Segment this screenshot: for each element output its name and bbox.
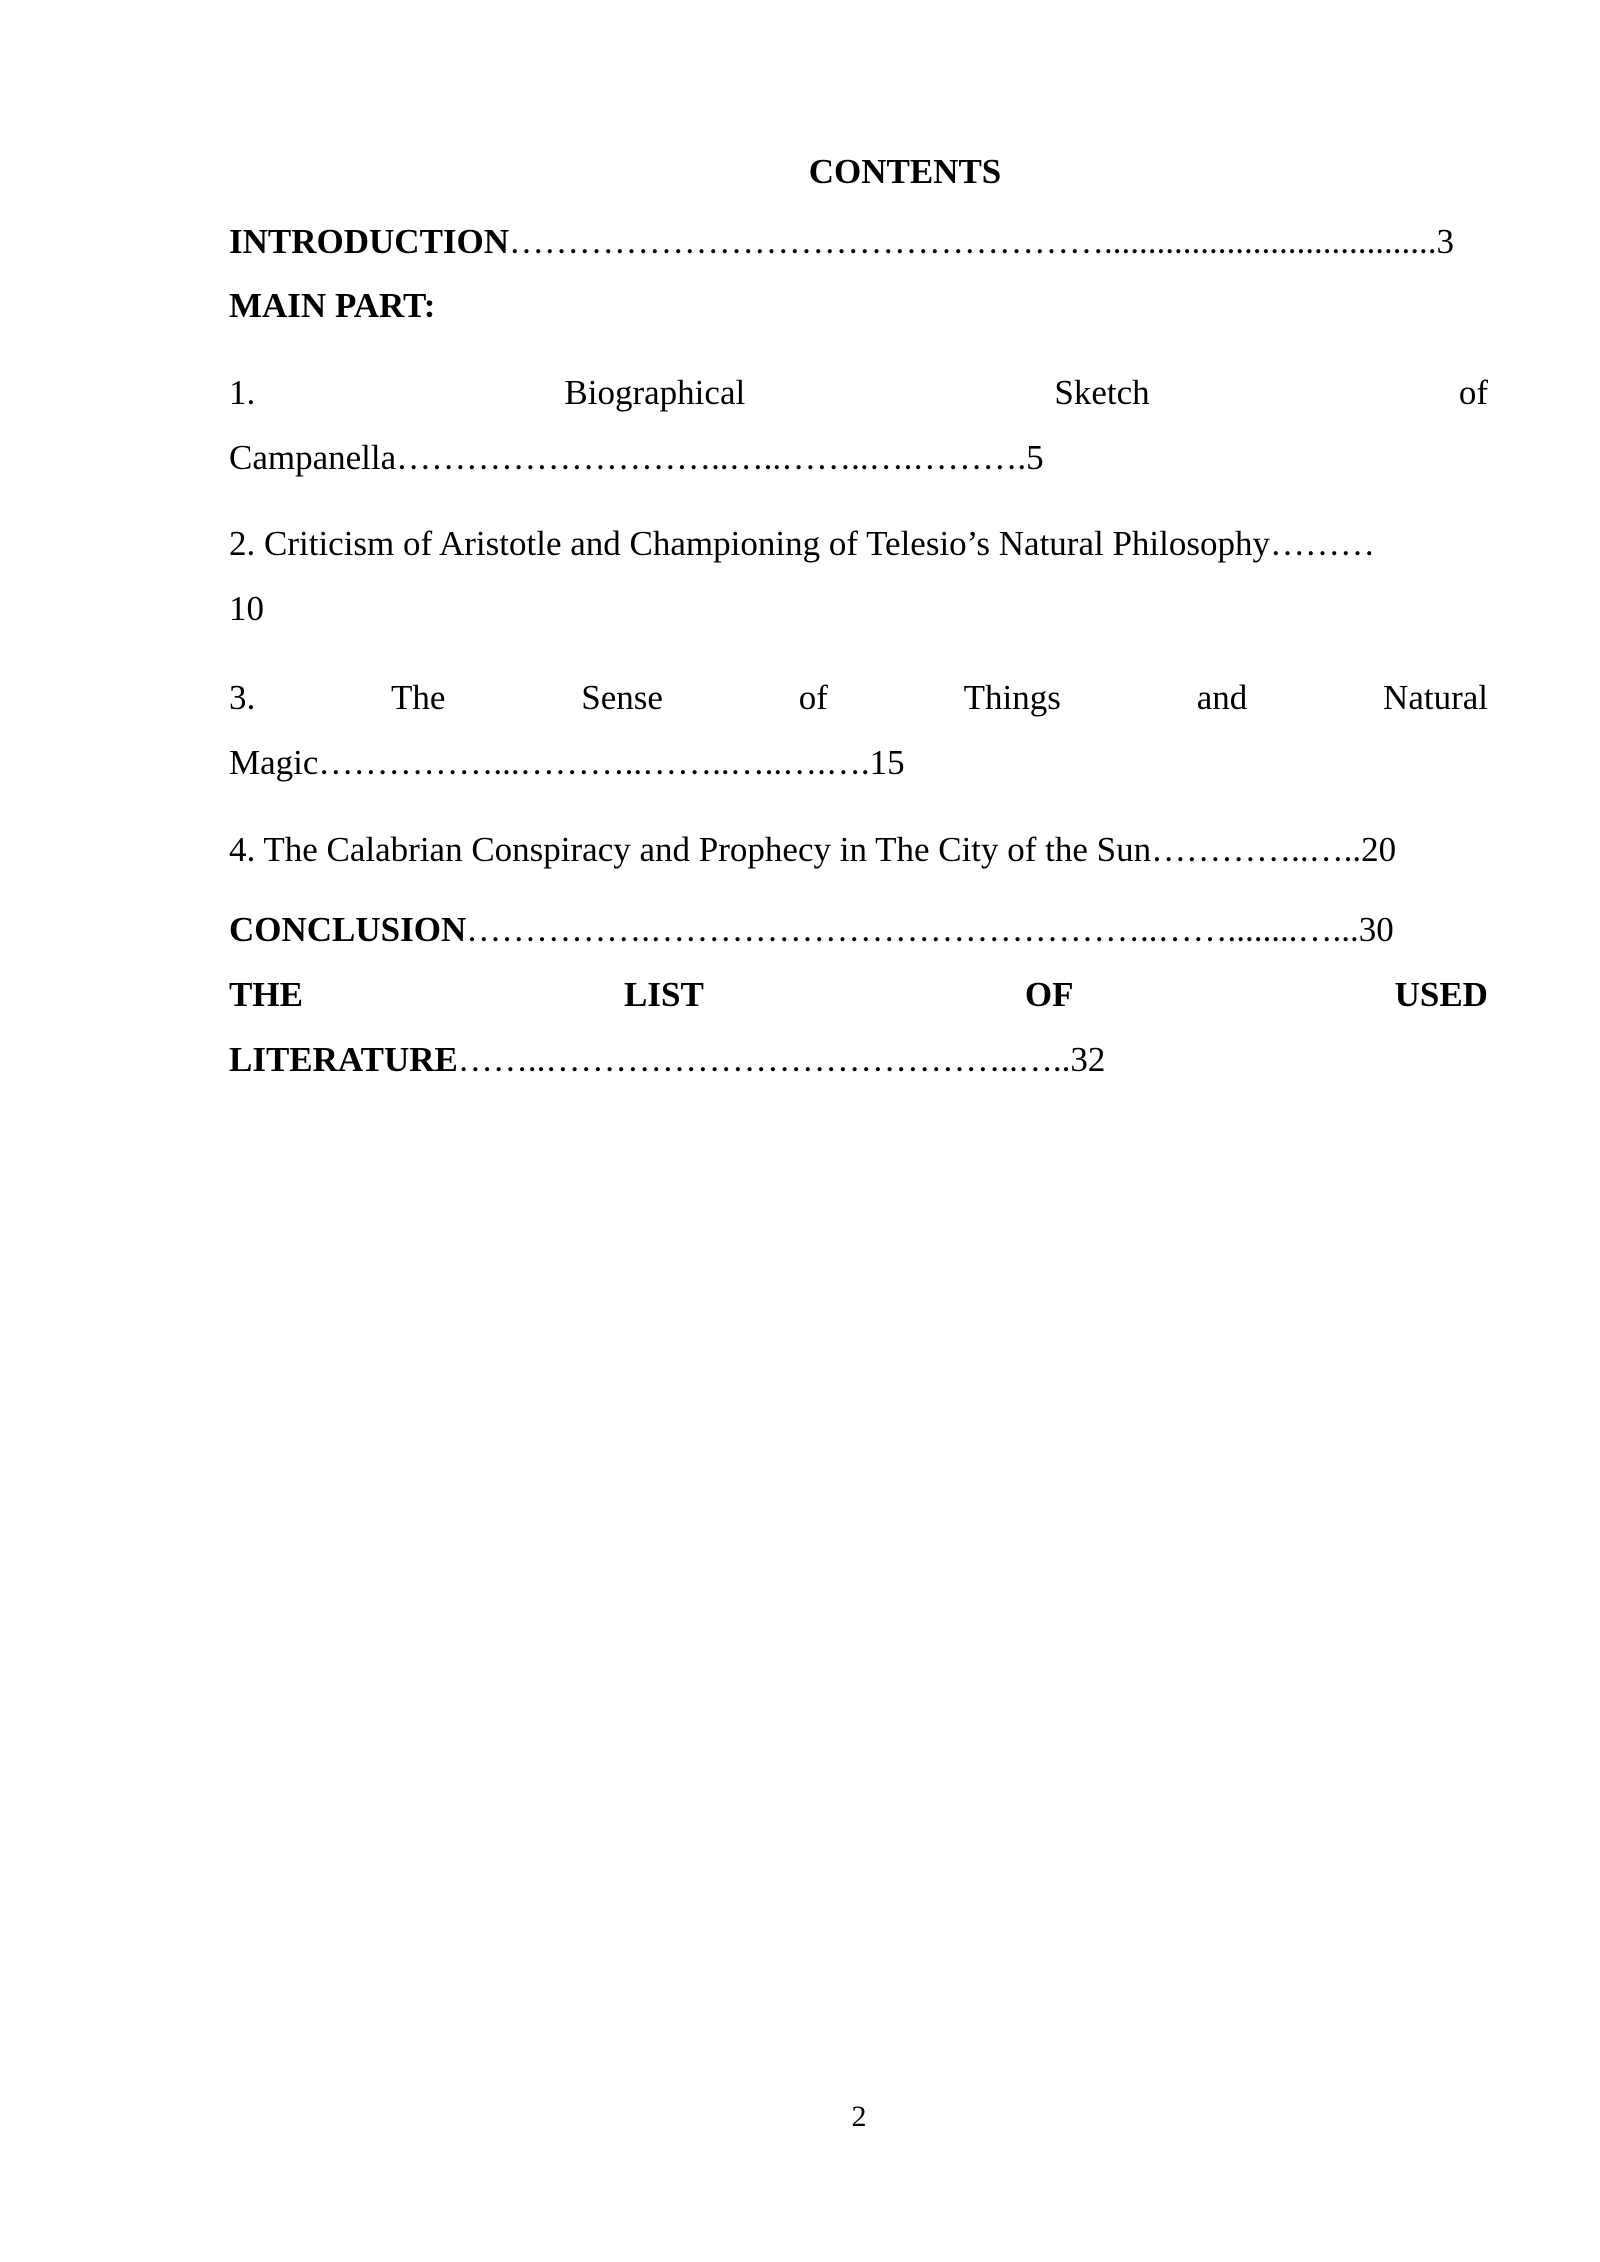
toc-word: Biographical [564, 373, 746, 412]
toc-word: The [391, 678, 446, 717]
toc-entry-introduction [229, 220, 1488, 264]
contents-title: CONTENTS [808, 152, 1002, 191]
toc-heading-main-part: MAIN PART: [229, 286, 436, 325]
page-number: 2 [851, 2100, 867, 2133]
toc-entry-literature-line-1 [229, 973, 1488, 1017]
toc-entry-conclusion [229, 908, 1488, 952]
toc-page-number: 3 [1436, 222, 1455, 261]
toc-entry-1-line-2: Campanella………………………..…..……..….……….5 [229, 438, 1044, 477]
toc-leader-dots: …………….……………………………………..……........…... [466, 910, 1359, 949]
toc-leader-dots: ……………………………………………...................................... [509, 222, 1437, 261]
toc-entry-literature-line-2 [229, 1038, 1488, 1082]
toc-word: Things [963, 678, 1061, 717]
toc-word: and [1196, 678, 1248, 717]
toc-label: LITERATURE [229, 1040, 458, 1079]
toc-entry-1-line-1 [229, 371, 1488, 415]
toc-page-number: 30 [1358, 910, 1394, 949]
toc-page-number: 32 [1070, 1040, 1106, 1079]
toc-word: of [1458, 373, 1488, 412]
toc-entry-3-line-2: Magic……………...………..……..…..….….15 [229, 743, 905, 782]
toc-entry-3-line-1 [229, 676, 1488, 720]
toc-label: INTRODUCTION [229, 222, 510, 261]
toc-entry-2-line-2: 10 [229, 589, 264, 628]
toc-word: 3. [229, 678, 256, 717]
toc-word: of [798, 678, 828, 717]
toc-word: USED [1394, 975, 1488, 1014]
toc-label: CONCLUSION [229, 910, 467, 949]
toc-entry-2-line-1: 2. Criticism of Aristotle and Championing of Telesio’s Natural Philosophy……… [229, 524, 1375, 563]
toc-word: Natural [1383, 678, 1488, 717]
toc-leader-dots: ……..…………………………………..….. [457, 1040, 1071, 1079]
toc-word: LIST [624, 975, 704, 1014]
toc-word: Sense [581, 678, 663, 717]
toc-word: OF [1024, 975, 1074, 1014]
toc-word: Sketch [1054, 373, 1150, 412]
toc-word: THE [229, 975, 303, 1014]
toc-entry-4: 4. The Calabrian Conspiracy and Prophecy in The City of the Sun…………..…..20 [229, 830, 1397, 869]
toc-word: 1. [229, 373, 256, 412]
